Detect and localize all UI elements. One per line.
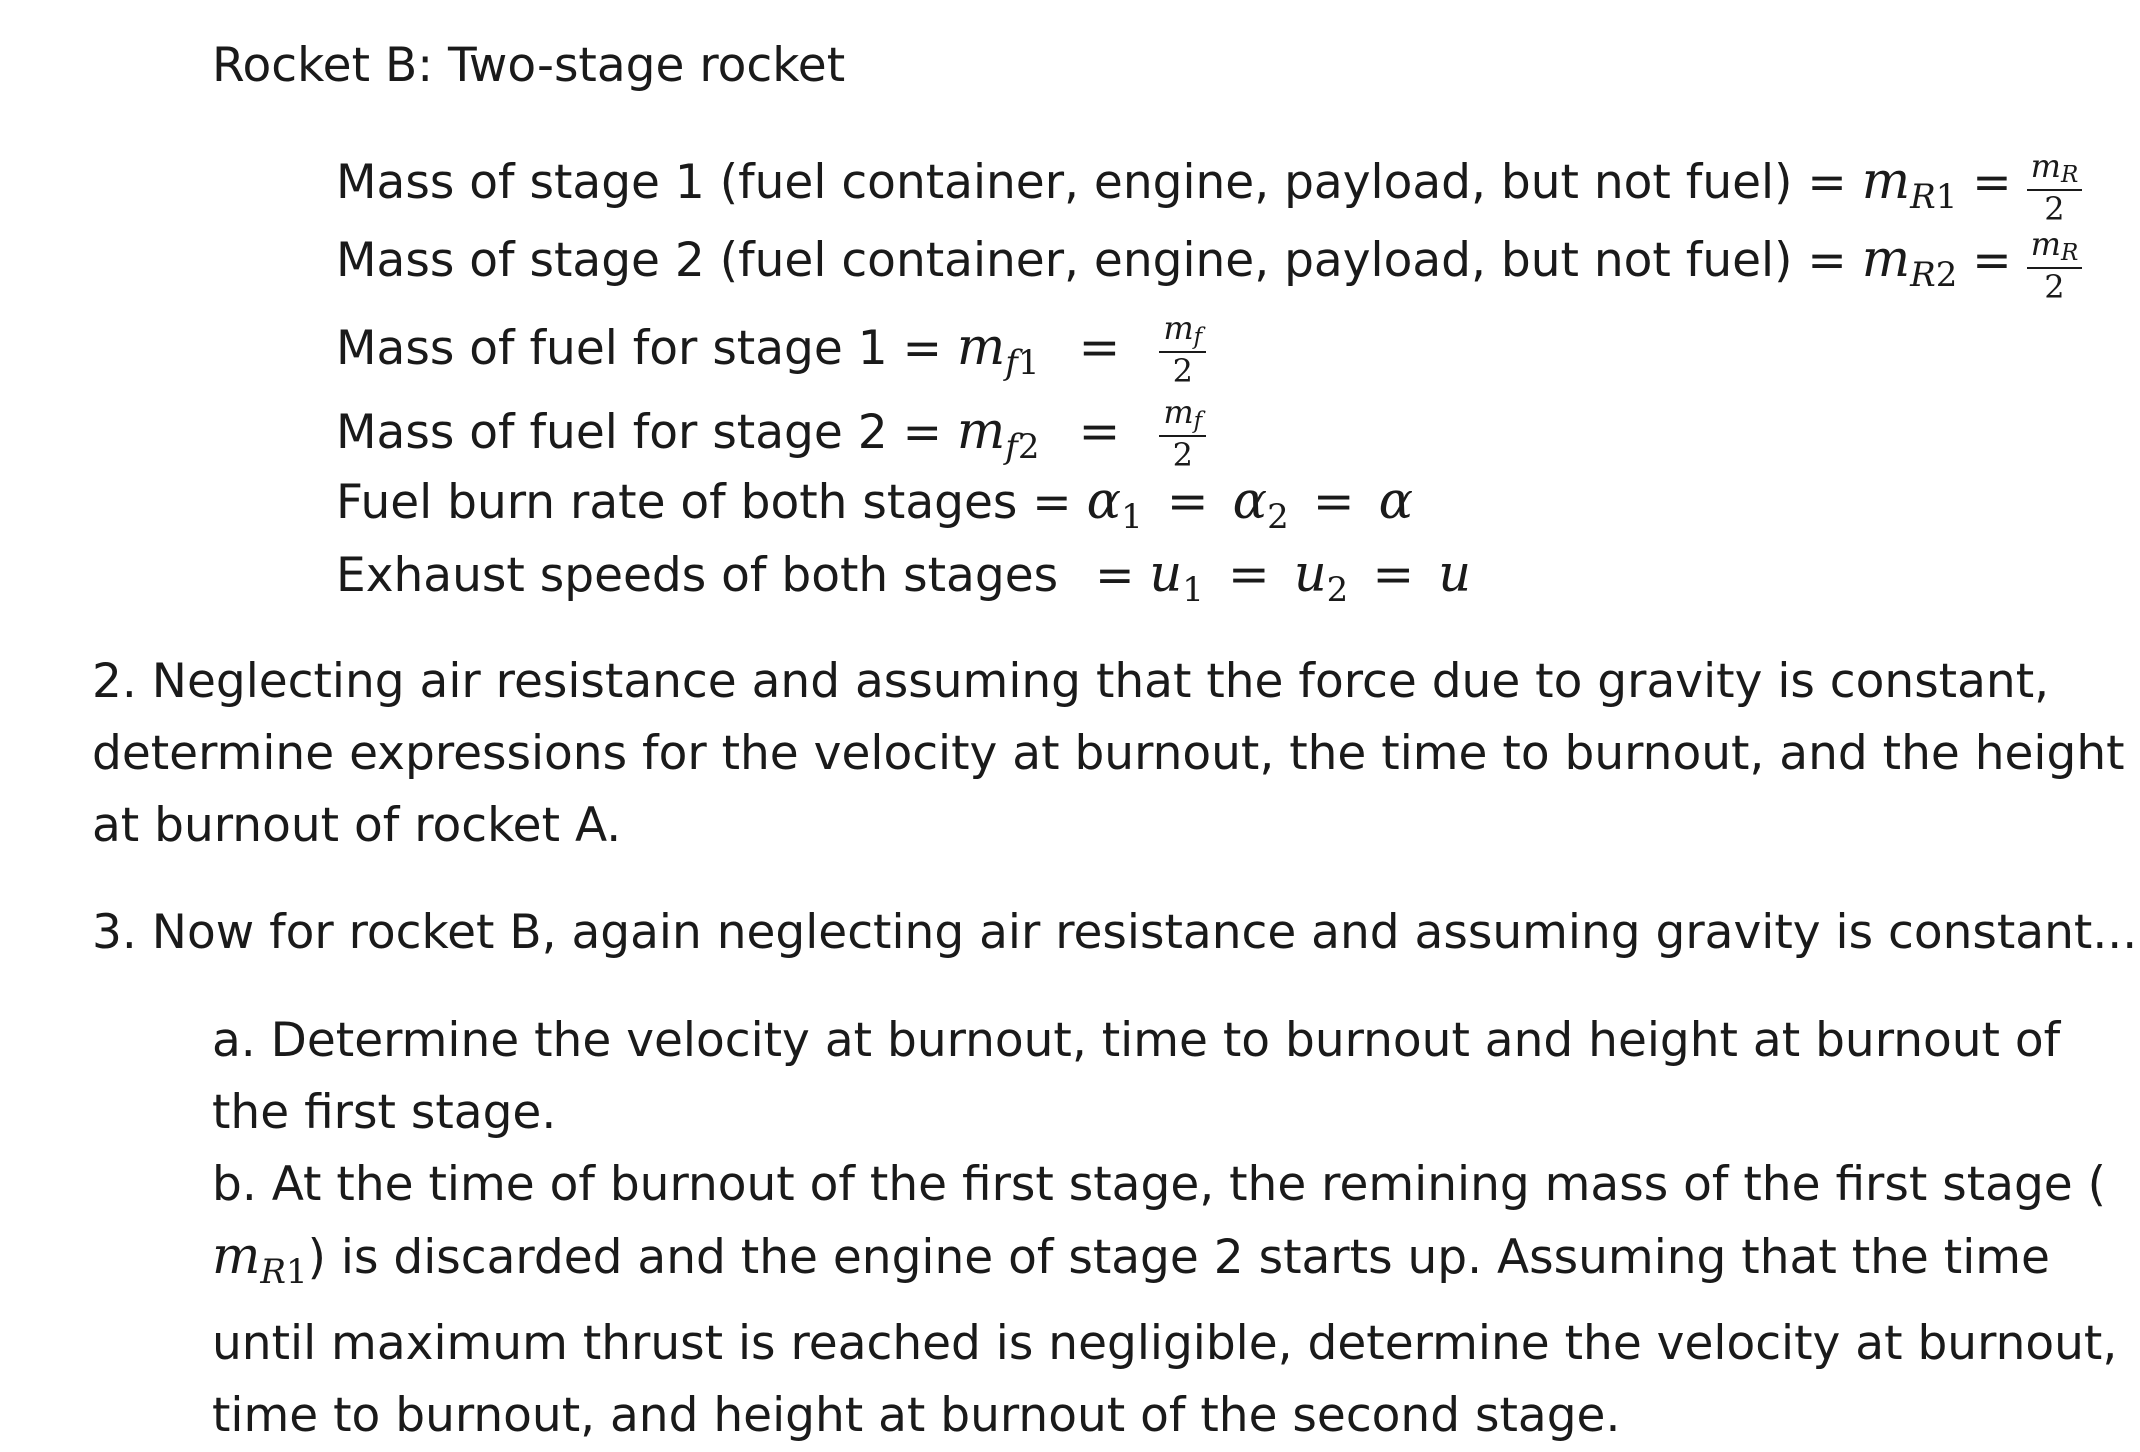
fuel1-mass-fraction: $\frac{mf}{2}$ [1159,312,1206,387]
question-2-line-1: 2. Neglecting air resistance and assuming that the force due to gravity is constant, [92,654,2050,709]
stage2-mass-line [336,225,2082,306]
burn-rate-line [336,472,1414,537]
fuel1-eq: = [1078,318,1121,376]
stage2-mass-symbol: $m_{R2}$ [1861,230,1958,295]
question-3b-line-2-text: ) is discarded and the engine of stage 2 starts up. Assuming that the time [307,1230,2050,1285]
fuel1-mass-symbol: $m_{f1}$ [956,318,1040,383]
question-2 [92,646,2125,862]
question-3a-line-1: a. Determine the velocity at burnout, time to burnout and height at burnout of [212,1013,2061,1068]
exhaust-speed-equation: $u_1 = u_2 = u$ [1149,545,1472,610]
exhaust-eq: = [1095,548,1135,603]
stage1-eq: = [1972,155,2012,210]
stage2-eq: = [1972,233,2012,288]
fuel1-mass-line [336,309,1206,390]
fuel2-mass-line [336,393,1206,474]
burn-rate-equation: $\alpha_1 = \alpha_2 = \alpha$ [1086,472,1414,537]
burn-rate-label: Fuel burn rate of both stages = [336,475,1072,530]
question-3b-line-4: time to burnout, and height at burnout of the second stage. [212,1388,1621,1443]
heading: Rocket B: Two-stage rocket [212,38,846,93]
fuel2-mass-fraction: $\frac{mf}{2}$ [1159,396,1206,471]
question-3b-line-1: b. At the time of burnout of the first stage, the remining mass of the first stage ( [212,1157,2106,1212]
stage1-mass-symbol: $m_{R1}$ [1861,152,1958,217]
question-2-line-2: determine expressions for the velocity at burnout, the time to burnout, and the height [92,726,2125,781]
stage1-mass-label: Mass of stage 1 (fuel container, engine, payload, but not fuel) = [336,155,1847,210]
stage1-mass-line [336,147,2082,228]
fuel2-mass-symbol: $m_{f2}$ [956,402,1040,467]
question-3-parts [212,1005,2117,1452]
stage2-mass-fraction: $\frac{mR}{2}$ [2027,228,2083,303]
fuel2-mass-label: Mass of fuel for stage 2 = [336,405,942,460]
question-3-intro: 3. Now for rocket B, again neglecting air resistance and assuming gravity is constant... [92,905,2138,960]
question-3b-line-2 [212,1221,2117,1308]
exhaust-speed-label: Exhaust speeds of both stages [336,548,1059,603]
question-2-line-3: at burnout of rocket A. [92,798,622,853]
fuel1-mass-label: Mass of fuel for stage 1 = [336,321,942,376]
stage1-mass-fraction: $\frac{mR}{2}$ [2027,150,2083,225]
discarded-mass-symbol: $m_{R1}$ [212,1227,308,1292]
exhaust-speed-line [336,545,1472,610]
question-3a-line-2: the first stage. [212,1085,557,1140]
fuel2-eq: = [1078,402,1121,460]
stage2-mass-label: Mass of stage 2 (fuel container, engine, payload, but not fuel) = [336,233,1847,288]
question-3b-line-3: until maximum thrust is reached is negligible, determine the velocity at burnout, [212,1316,2118,1371]
